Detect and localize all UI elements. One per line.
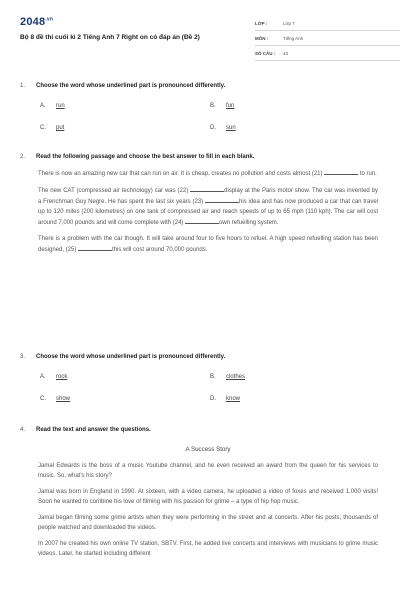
blank-22[interactable]	[190, 185, 224, 192]
option-letter: C.	[40, 125, 46, 131]
passage-paragraph	[38, 168, 378, 179]
option-letter: D.	[210, 125, 216, 131]
option-a[interactable]	[40, 101, 65, 111]
option-text: know	[226, 396, 241, 402]
logo-suffix: .vn	[45, 16, 54, 23]
option-d[interactable]	[210, 394, 240, 404]
document-header	[20, 16, 380, 60]
question-4	[20, 425, 380, 559]
passage-text: this will cost around 70,000 pounds.	[112, 247, 208, 253]
option-c[interactable]	[40, 123, 64, 133]
option-text: clothes	[226, 374, 246, 380]
document-title: Bộ 8 đề thi cuối kì 2 Tiếng Anh 7 Right on có đáp án (Đề 2)	[20, 34, 200, 41]
meta-key: LỚP :	[255, 20, 268, 26]
story-paragraph: Jamal began filming some grime artists when they were performing in the street and at concerts. After his posts, thousands of people watched and downloaded the videos.	[38, 515, 378, 531]
bottom-fade	[0, 586, 400, 600]
option-text: show	[56, 396, 71, 402]
option-c[interactable]	[40, 394, 70, 404]
meta-key: SỐ CÂU :	[255, 50, 276, 56]
option-text: fun	[226, 103, 235, 109]
option-text: put	[56, 125, 65, 131]
question-2	[20, 152, 380, 255]
meta-key: MÔN :	[255, 35, 269, 41]
story-paragraph: In 2007 he created his own online TV station, SBTV. First, he added live concerts and interviews with musicians to grime music videos. Later, he started including different	[38, 541, 378, 557]
passage-text: There is now an amazing new car that can run on air. It is cheap, creates no pollution and costs almost (21)	[38, 171, 323, 177]
question-header	[20, 81, 380, 91]
question-header	[20, 352, 380, 362]
option-text: run	[56, 103, 65, 109]
question-header	[20, 425, 380, 435]
question-prompt: Choose the word whose underlined part is pronounced differently.	[36, 354, 226, 360]
meta-table	[255, 16, 400, 61]
question-number: 3.	[20, 354, 26, 360]
passage-text: display at the Paris motor show. The car was invented by a Frenchman Guy Negre. He has spent the last six years (23)	[38, 188, 379, 205]
logo-text: 2048	[20, 16, 46, 28]
question-prompt: Read the text and answer the questions.	[36, 427, 151, 433]
option-letter: B.	[210, 103, 216, 109]
blank-25[interactable]	[78, 244, 112, 251]
question-number: 1.	[20, 83, 26, 89]
options	[40, 372, 380, 424]
question-1	[20, 81, 380, 153]
option-d[interactable]	[210, 123, 236, 133]
options	[40, 101, 380, 153]
option-letter: A.	[40, 374, 46, 380]
question-prompt: Choose the word whose underlined part is pronounced differently.	[36, 83, 226, 89]
story-paragraph: Jamal was born in England in 1990. At sixteen, with a video camera, he uploaded a video of foxes and received 1,000 visits! Soon he wanted to combine his love of filming with his passion for grime – a type of hip hop music.	[38, 489, 378, 505]
option-a[interactable]	[40, 372, 67, 382]
option-text: sun	[226, 125, 236, 131]
option-b[interactable]	[210, 101, 234, 111]
question-header	[20, 152, 380, 162]
option-letter: D.	[210, 396, 216, 402]
blank-21[interactable]	[324, 168, 358, 175]
question-number: 2.	[20, 154, 26, 160]
passage-text: to run.	[359, 171, 377, 177]
passage-text: There is a problem with the car though. It will take around four to five hours to refuel. A high speed refuelling station has been designed, (25)	[38, 236, 378, 253]
meta-row-class	[255, 16, 400, 31]
passage-paragraph	[38, 234, 378, 255]
question-number: 4.	[20, 427, 26, 433]
meta-value: Tiếng Anh	[283, 35, 304, 41]
passage-text: The new CAT (compressed air technology) car was (22)	[38, 188, 189, 194]
site-logo[interactable]	[20, 16, 53, 28]
option-letter: C.	[40, 396, 46, 402]
passage-text: own refuelling system.	[219, 220, 279, 226]
story-paragraph: Jamal Edwards is the boss of a music Youtube channel, and he even received an award from the queen for his services to music. So, what's his story?	[38, 463, 378, 479]
option-letter: B.	[210, 374, 216, 380]
option-letter: A.	[40, 103, 46, 109]
option-b[interactable]	[210, 372, 245, 382]
passage-paragraph	[38, 185, 378, 228]
option-text: rock	[56, 374, 68, 380]
blank-23[interactable]	[205, 196, 239, 203]
meta-row-count	[255, 46, 400, 61]
meta-value: 43	[283, 50, 289, 56]
meta-value: Lớp 7	[283, 20, 295, 26]
question-prompt: Read the following passage and choose the best answer to fill in each blank.	[36, 154, 255, 160]
question-3	[20, 352, 380, 424]
story-title: A Success Story	[185, 446, 231, 453]
meta-row-subject	[255, 31, 400, 46]
blank-24[interactable]	[185, 217, 219, 224]
passage-text: his idea and has now produced a car that can travel up to 120 miles (200 kilometres) on one tank of compressed air and reach speeds of up to 65 mph (110 kph). The car will cost around 7,000 pounds and will come complete with (24)	[38, 199, 378, 226]
